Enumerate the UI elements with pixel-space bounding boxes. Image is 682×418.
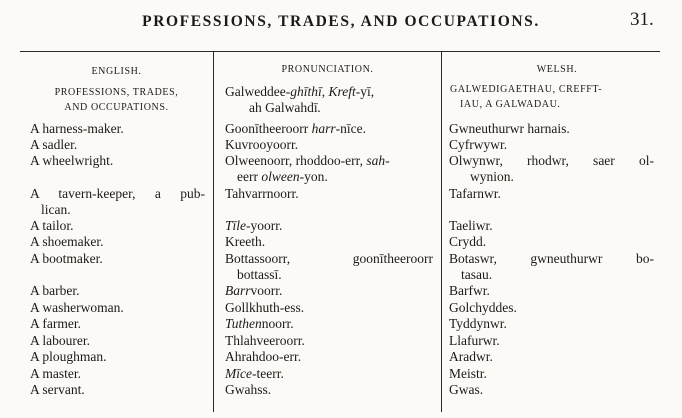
english-cell: A washerwoman. — [30, 300, 124, 315]
welsh-cell: Tyddynwr. — [449, 316, 507, 331]
pronunciation-subheader-text: . — [317, 100, 321, 115]
column-divider-2 — [441, 52, 442, 412]
welsh-column-header — [442, 63, 672, 77]
english-subheader-line-2: AND OCCUPATIONS. — [64, 102, 169, 113]
pronunciation-cell: Kuvrooyoorr. — [225, 137, 299, 152]
welsh-cell: Crydd. — [449, 234, 487, 249]
pronunciation-stress: Barr — [225, 283, 251, 298]
english-cell: A farmer. — [30, 316, 81, 331]
welsh-cell: Golchyddes. — [449, 300, 517, 315]
welsh-cell: Barfwr. — [449, 283, 490, 298]
english-column-header — [20, 65, 213, 79]
pronunciation-cell — [225, 153, 390, 169]
pronunciation-text: goonītheeroorr — [352, 251, 433, 266]
pronunciation-cell: Gwahss. — [225, 382, 272, 397]
pronunciation-subheader-line-2 — [249, 100, 321, 116]
pronunciation-text: -teerr. — [251, 366, 284, 381]
english-cell: A bootmaker. — [30, 251, 103, 266]
english-cell: A master. — [30, 366, 81, 381]
welsh-header-label: WELSH. — [536, 64, 578, 75]
english-cell: A labourer. — [30, 333, 90, 348]
pronunciation-cell — [225, 366, 284, 382]
pronunciation-cell: Ahrahdoo-err. — [225, 349, 302, 364]
pronunciation-stress: Tīle — [225, 218, 247, 233]
pronunciation-cell — [225, 251, 433, 267]
pronunciation-stress: harr — [311, 121, 336, 136]
pronunciation-cell: Thlahveeroorr. — [225, 333, 305, 348]
pronunciation-subheader-line-1 — [225, 84, 374, 100]
pronunciation-cell: Tahvarrnoorr. — [225, 186, 299, 201]
pronunciation-stress: sah- — [366, 153, 390, 168]
english-subheader-line-1: PROFESSIONS, TRADES, — [54, 87, 179, 98]
pronunciation-subheader-stress: Kreft — [328, 84, 356, 99]
pronunciation-text: Bottassoorr, — [225, 251, 291, 266]
pronunciation-cell — [225, 121, 366, 137]
english-cell: A sadler. — [30, 137, 78, 152]
pronunciation-cell — [225, 218, 282, 234]
welsh-cell: Gwneuthurwr harnais. — [449, 121, 570, 136]
pronunciation-text: -nīce. — [335, 121, 366, 136]
english-cell: A servant. — [30, 382, 85, 397]
pronunciation-subheader-text: -yī, — [355, 84, 375, 99]
pronunciation-column-header — [214, 63, 441, 77]
english-cell: lican. — [41, 202, 71, 217]
pronunciation-subheader-text: Galweddee- — [225, 84, 291, 99]
english-column-subheader — [20, 85, 213, 115]
welsh-cell: Olwynwr, rhodwr, saer ol- — [449, 153, 654, 168]
english-cell: A tavern-keeper, a pub- — [30, 186, 205, 201]
welsh-cell: wynion. — [470, 169, 514, 184]
pronunciation-text: noorr. — [261, 316, 294, 331]
pronunciation-cell: Kreeth. — [225, 234, 266, 249]
pronunciation-stress: Mīce — [225, 366, 252, 381]
pronunciation-text: eerr — [237, 169, 262, 184]
english-cell: A barber. — [30, 283, 80, 298]
pronunciation-text: -yon. — [299, 169, 328, 184]
english-cell: A tailor. — [30, 218, 74, 233]
welsh-cell: Botaswr, gwneuthurwr bo- — [449, 251, 654, 266]
english-cell: A wheelwright. — [30, 153, 114, 168]
english-cell: A ploughman. — [30, 349, 107, 364]
welsh-subheader-line-1: GALWEDIGAETHAU, CREFFT- — [450, 84, 603, 95]
pronunciation-cell — [225, 316, 294, 332]
pronunciation-cell — [237, 169, 328, 185]
page-number: 31. — [630, 9, 654, 30]
pronunciation-subheader-text: , — [321, 84, 329, 99]
english-header-label: ENGLISH. — [91, 66, 142, 77]
english-cell: A harness-maker. — [30, 121, 124, 136]
welsh-cell: Meistr. — [449, 366, 487, 381]
english-cell: A shoemaker. — [30, 234, 104, 249]
welsh-cell: Gwas. — [449, 382, 484, 397]
welsh-cell: tasau. — [461, 267, 493, 282]
pronunciation-text: voorr. — [250, 283, 283, 298]
column-divider-1 — [213, 52, 214, 412]
pronunciation-cell — [225, 283, 282, 299]
pronunciation-cell: Gollkhuth-ess. — [225, 300, 305, 315]
pronunciation-subheader-stress: ghīthī — [290, 84, 322, 99]
pronunciation-cell: bottassī. — [237, 267, 282, 282]
pronunciation-subheader-text: ah Galwahdī — [249, 100, 318, 115]
welsh-subheader-line-2: IAU, A GALWADAU. — [460, 99, 561, 110]
welsh-cell: Cyfrwywr. — [449, 137, 508, 152]
welsh-cell: Taeliwr. — [449, 218, 493, 233]
page-title: PROFESSIONS, TRADES, AND OCCUPATIONS. — [142, 13, 540, 30]
pronunciation-text: -yoorr. — [246, 218, 283, 233]
pronunciation-text: Olweenoorr, rhoddoo-err, — [225, 153, 367, 168]
pronunciation-header-label: PRONUNCIATION. — [281, 64, 374, 75]
welsh-cell: Tafarnwr. — [449, 186, 501, 201]
pronunciation-stress: Tuthen — [225, 316, 262, 331]
welsh-column-subheader — [450, 82, 665, 112]
pronunciation-stress: olween — [261, 169, 300, 184]
pronunciation-text: Goonītheeroorr — [225, 121, 312, 136]
welsh-cell: Llafurwr. — [449, 333, 500, 348]
table-top-rule — [20, 51, 660, 52]
welsh-cell: Aradwr. — [449, 349, 493, 364]
